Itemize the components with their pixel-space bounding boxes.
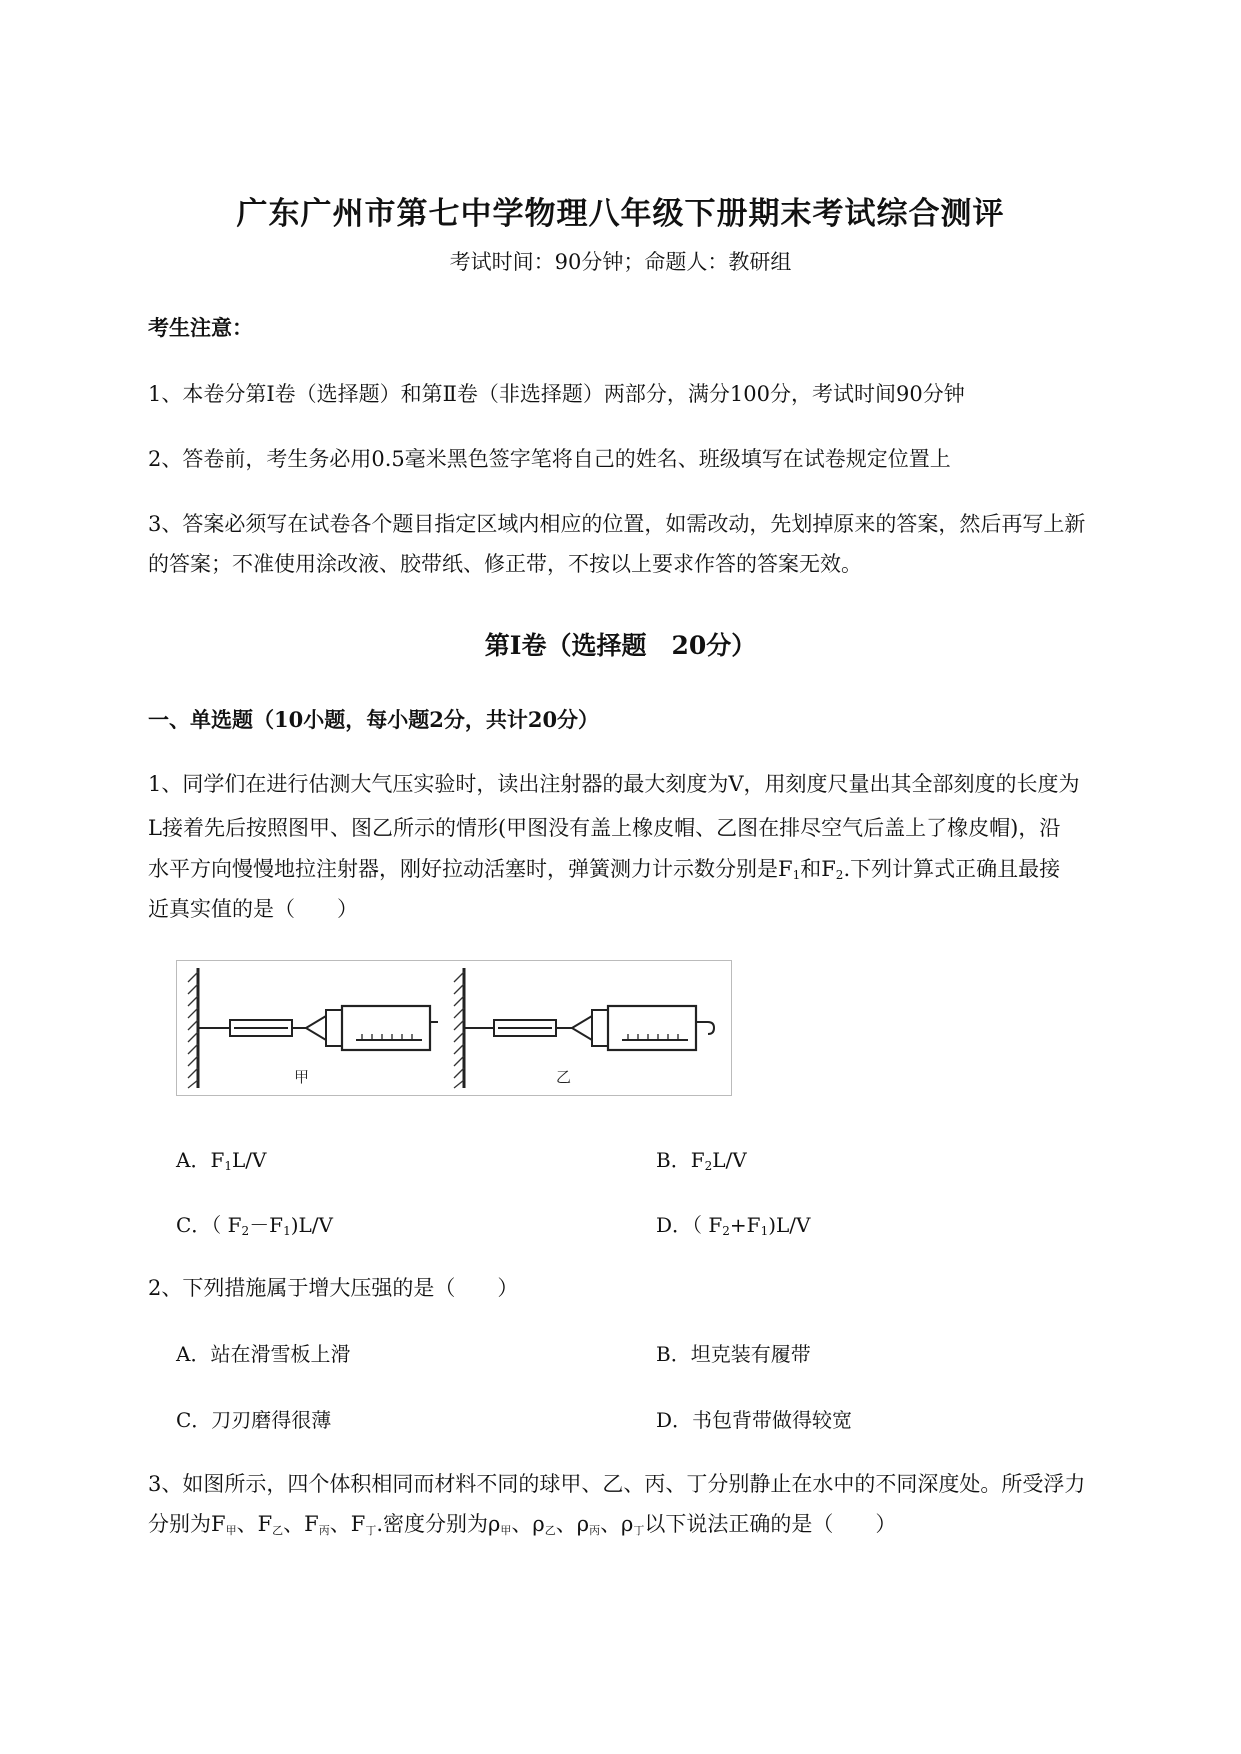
notice-item-1: 1、本卷分第I卷（选择题）和第Ⅱ卷（非选择题）两部分，满分100分，考试时间90分钟 (148, 382, 965, 406)
q2-option-a[interactable]: A．站在滑雪板上滑 (176, 1342, 351, 1366)
section-title: 第I卷（选择题 20分） (484, 631, 757, 660)
figure-label-a: 甲 (294, 1068, 310, 1086)
figure-label-b: 乙 (556, 1068, 572, 1086)
q1-line-2: L接着先后按照图甲、图乙所示的情形(甲图没有盖上橡皮帽、乙图在排尽空气后盖上了橡皮帽)，沿 (148, 816, 1061, 840)
part-heading: 一、单选题（10小题，每小题2分，共计20分） (148, 707, 600, 732)
q2-option-b[interactable]: B．坦克装有履带 (656, 1342, 811, 1366)
q1-option-b[interactable]: B．$F_2L/V$ (656, 1148, 747, 1173)
exam-info: 考试时间：90分钟；命题人：教研组 (449, 250, 792, 274)
q1-line-1: 1、同学们在进行估测大气压实验时，读出注射器的最大刻度为V，用刻度尺量出其全部刻度的长度为 (148, 772, 1080, 796)
q2-stem: 2、下列措施属于增大压强的是（ ） (148, 1276, 519, 1300)
notice-item-3-line-2: 的答案；不准使用涂改液、胶带纸、修正带，不按以上要求作答的答案无效。 (148, 552, 862, 576)
q1-option-c[interactable]: C．（ $F_2-F_1)L/V$ (176, 1213, 333, 1238)
notice-item-3-line-1: 3、答案必须写在试卷各个题目指定区域内相应的位置，如需改动，先划掉原来的答案，然后再写上新 (148, 512, 1086, 536)
syringe-experiment-figure (176, 960, 732, 1096)
notice-item-2: 2、答卷前，考生务必用0.5毫米黑色签字笔将自己的姓名、班级填写在试卷规定位置上 (148, 447, 951, 471)
notice-heading: 考生注意： (148, 315, 253, 340)
q1-line-4: 近真实值的是（ ） (148, 897, 358, 921)
q3-line-2: 分别为$F_甲$、$F_乙$、$F_丙$、$F_丁$.密度分别为$\rho_甲$、$\rho_乙$、$\rho_丙$、$\rho_丁$以下说法正确的是（ ） (148, 1512, 897, 1537)
q2-option-c[interactable]: C．刀刃磨得很薄 (176, 1408, 332, 1432)
q1-option-d[interactable]: D．（ $F_2+F_1)L/V$ (656, 1213, 811, 1238)
page-title: 广东广州市第七中学物理八年级下册期末考试综合测评 (236, 196, 1005, 232)
q3-line-1: 3、如图所示，四个体积相同而材料不同的球甲、乙、丙、丁分别静止在水中的不同深度处。所受浮力 (148, 1472, 1086, 1496)
q2-option-d[interactable]: D．书包背带做得较宽 (656, 1408, 853, 1432)
q1-option-a[interactable]: A．$F_1L/V$ (176, 1148, 267, 1173)
q1-line-3: 水平方向慢慢地拉注射器，刚好拉动活塞时，弹簧测力计示数分别是$F_1$和$F_2$.下列计算式正确且最接 (148, 857, 1061, 882)
